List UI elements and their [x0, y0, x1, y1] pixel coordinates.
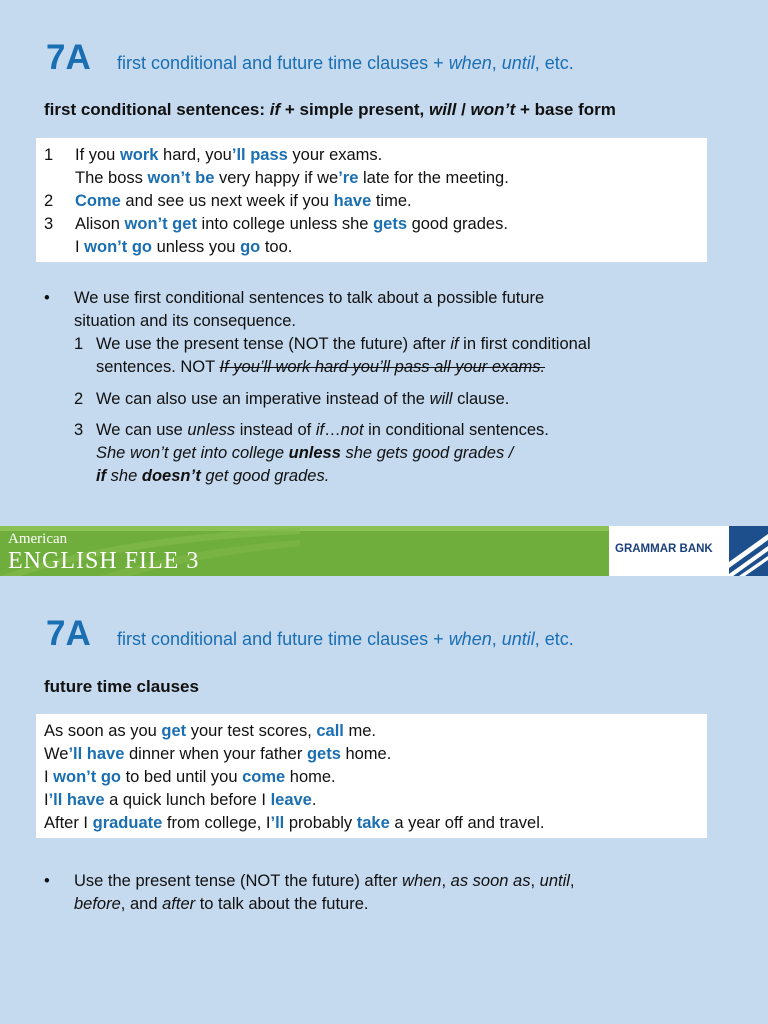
example-row: The boss won’t be very happy if we’re late for the meeting. — [75, 169, 509, 187]
logo-american: American — [8, 531, 68, 547]
section-subheading: first conditional sentences: if + simple present, will / won’t + base form — [44, 100, 616, 119]
example-row: 3 Alison won’t get into college unless she gets good grades. — [44, 215, 508, 233]
example-row: As soon as you get your test scores, call me. — [44, 722, 376, 740]
examples-box — [36, 714, 707, 838]
example-row: 1 If you work hard, you’ll pass your exams. — [44, 146, 383, 164]
example-row: I won’t go to bed until you come home. — [44, 768, 336, 786]
example-row: 2 Come and see us next week if you have time. — [44, 192, 412, 210]
unit-title: first conditional and future time clauses + when, until, etc. — [117, 629, 574, 649]
rule-intro: We use first conditional sentences to talk about a possible future situation and its consequence. — [74, 289, 545, 330]
examples-box — [36, 138, 707, 262]
unit-number: 7A — [46, 614, 91, 653]
example-row: After I graduate from college, I’ll probably take a year off and travel. — [44, 814, 545, 832]
section-1: 7A first conditional and future time clauses + when, until, etc. first conditional sentences: if + simple present, will / won’t + base form 1 If you work hard, you’ll pass your exams. The boss won’t be very happy if we’re late for the meeting. 2 Come and see us next week if you have time. 3 Alison won’t get into college unless she gets good grades. I won’t go unless you go too. • We use first conditional sentences to talk about a possible future situation and its consequence. 1 We use the present tense (NOT the future) after if in first conditional sentences. NOT If you’ll work hard you’ll pass all your exams. 2 We can also use an imperative instead of the will clause. 3 We can use unless instead of if…not in conditional sentences. She won’t get into college unless she gets good grades / if she doesn’t get good grades. — [0, 0, 768, 526]
grammar-bank-label: GRAMMAR BANK — [615, 543, 713, 555]
example-row: I’ll have a quick lunch before I leave. — [44, 791, 317, 809]
section-2: 7A first conditional and future time clauses + when, until, etc. future time clauses As soon as you get your test scores, call me. We’ll have dinner when your father gets home. I won’t go to bed until you come home. I’ll have a quick lunch before I leave. After I graduate from college, I’ll probably take a year off and travel. • Use the present tense (NOT the future) after when, as soon as, until, before, and after to talk about the future. — [0, 576, 768, 1024]
unit-title: first conditional and future time clauses + when, until, etc. — [117, 53, 574, 73]
corner-stripes-icon — [729, 526, 768, 576]
incorrect-example: If you’ll work hard you’ll pass all your exams. — [219, 358, 546, 376]
grammar-bank-banner — [0, 526, 768, 576]
example-row: I won’t go unless you go too. — [75, 238, 293, 256]
section-subheading: future time clauses — [44, 677, 199, 696]
example-row: We’ll have dinner when your father gets home. — [44, 745, 392, 763]
bullet-icon: • — [44, 289, 50, 307]
logo-english-file: ENGLISH FILE 3 — [8, 548, 200, 574]
unit-number: 7A — [46, 38, 91, 77]
bullet-icon: • — [44, 872, 50, 890]
